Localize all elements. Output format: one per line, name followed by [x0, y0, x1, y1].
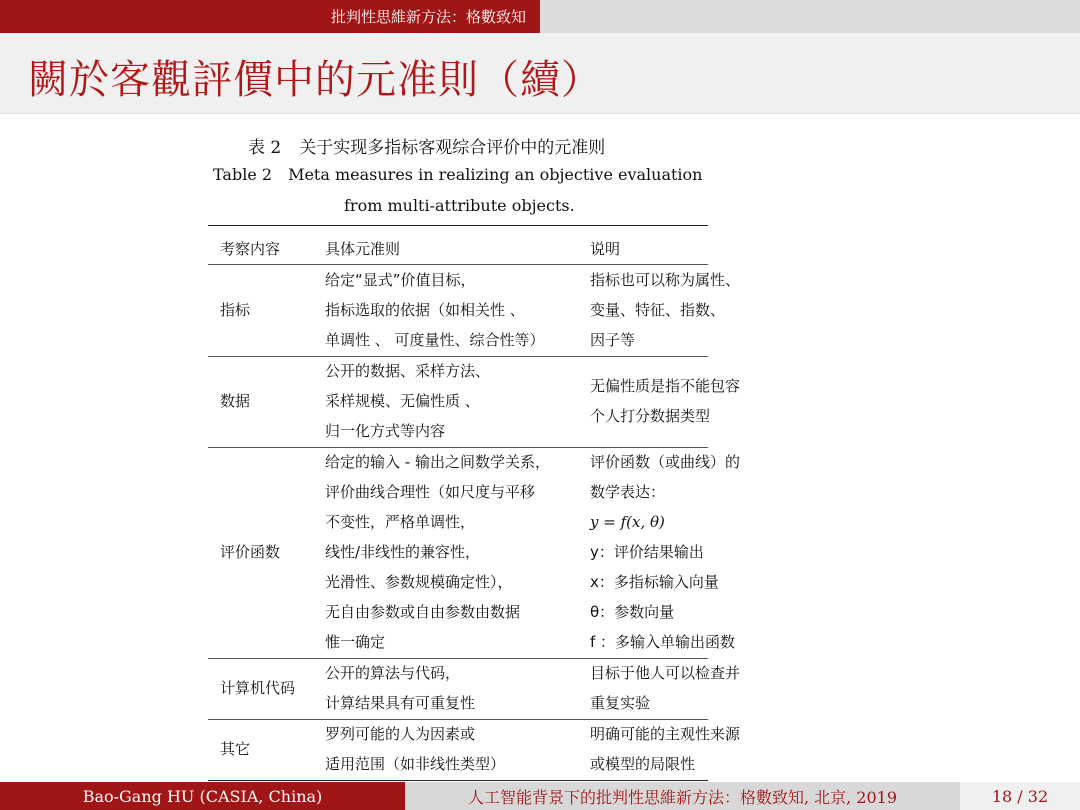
table-criteria-line: 计算结果具有可重复性	[325, 694, 476, 712]
table-caption-en	[213, 165, 702, 184]
table-criteria-line: 光滑性、参数规模确定性），	[325, 573, 513, 591]
table-header-cell: 具体元准则	[325, 240, 401, 258]
table-note-line: 变量、特征、指数、	[590, 301, 726, 319]
table-header-cell: 说明	[590, 240, 621, 258]
table-note-line: 数学表达：	[590, 483, 666, 501]
table-note-line: y = f(x, θ)	[590, 513, 665, 531]
table-note-line: 或模型的局限性	[590, 755, 696, 773]
table-note-line: 因子等	[590, 331, 636, 349]
table-caption-en-number: Table 2	[213, 165, 273, 184]
table-note-line: 指标也可以称为属性、	[590, 271, 741, 289]
table-note-line: 评价函数（或曲线）的	[590, 453, 741, 471]
table-criteria-line: 适用范围（如非线性类型）	[325, 755, 506, 773]
footer-talk-title: 人工智能背景下的批判性思維新方法：格數致知, 北京, 2019	[405, 782, 960, 810]
table-category-cell: 评价函数	[220, 543, 281, 561]
table-criteria-line: 给定“显式”价值目标，	[325, 271, 476, 289]
table-criteria-line: 无自由参数或自由参数由数据	[325, 603, 521, 621]
table-note-line: x：多指标输入向量	[590, 573, 719, 591]
table-caption-en-line1: Meta measures in realizing an objective evaluation	[288, 165, 703, 184]
table-caption-cn-text: 关于实现多指标客观综合评价中的元准则	[299, 138, 606, 158]
table-note-line: 无偏性质是指不能包容	[590, 377, 741, 395]
table-top-rule	[208, 225, 708, 226]
table-header-cell: 考察内容	[220, 240, 281, 258]
table-category-cell: 计算机代码	[220, 679, 296, 697]
table-criteria-line: 评价曲线合理性（如尺度与平移	[325, 483, 536, 501]
table-criteria-line: 单调性 、 可度量性、综合性等）	[325, 331, 545, 349]
section-title: 批判性思維新方法：格數致知	[0, 0, 540, 33]
table-criteria-line: 罗列可能的人为因素或	[325, 725, 476, 743]
table-category-cell: 其它	[220, 740, 251, 758]
table-note-line: f ：多输入单输出函数	[590, 633, 736, 651]
table-criteria-line: 线性/非线性的兼容性，	[325, 543, 481, 561]
table-criteria-line: 公开的算法与代码，	[325, 664, 461, 682]
table-bottom-rule	[208, 780, 708, 781]
table-note-line: y：评价结果输出	[590, 543, 704, 561]
table-criteria-line: 给定的输入 - 输出之间数学关系，	[325, 453, 550, 471]
table-note-line: θ：参数向量	[590, 603, 675, 621]
table-criteria-line: 公开的数据、采样方法、	[325, 362, 491, 380]
slide-title: 闕於客觀評價中的元准則（續）	[28, 57, 602, 103]
table-category-cell: 数据	[220, 392, 251, 410]
table-caption-en-line2: from multi-attribute objects.	[344, 196, 575, 215]
footer-author: Bao-Gang HU (CASIA, China)	[0, 782, 405, 810]
table-note-line: 目标于他人可以检查并	[590, 664, 741, 682]
table-criteria-line: 不变性，严格单调性，	[325, 513, 476, 531]
table-note-line: 明确可能的主观性来源	[590, 725, 741, 743]
page-number: 18 / 32	[960, 782, 1080, 810]
table-caption-cn	[248, 133, 605, 158]
table-note-line: 个人打分数据类型	[590, 407, 711, 425]
table-criteria-line: 采样规模、无偏性质 、	[325, 392, 480, 410]
table-note-line: 重复实验	[590, 694, 651, 712]
table-criteria-line: 惟一确定	[325, 633, 386, 651]
table-caption-cn-number: 表 2	[248, 138, 282, 158]
table-category-cell: 指标	[220, 301, 251, 319]
table-criteria-line: 指标选取的依据（如相关性 、	[325, 301, 525, 319]
table-criteria-line: 归一化方式等内容	[325, 422, 446, 440]
